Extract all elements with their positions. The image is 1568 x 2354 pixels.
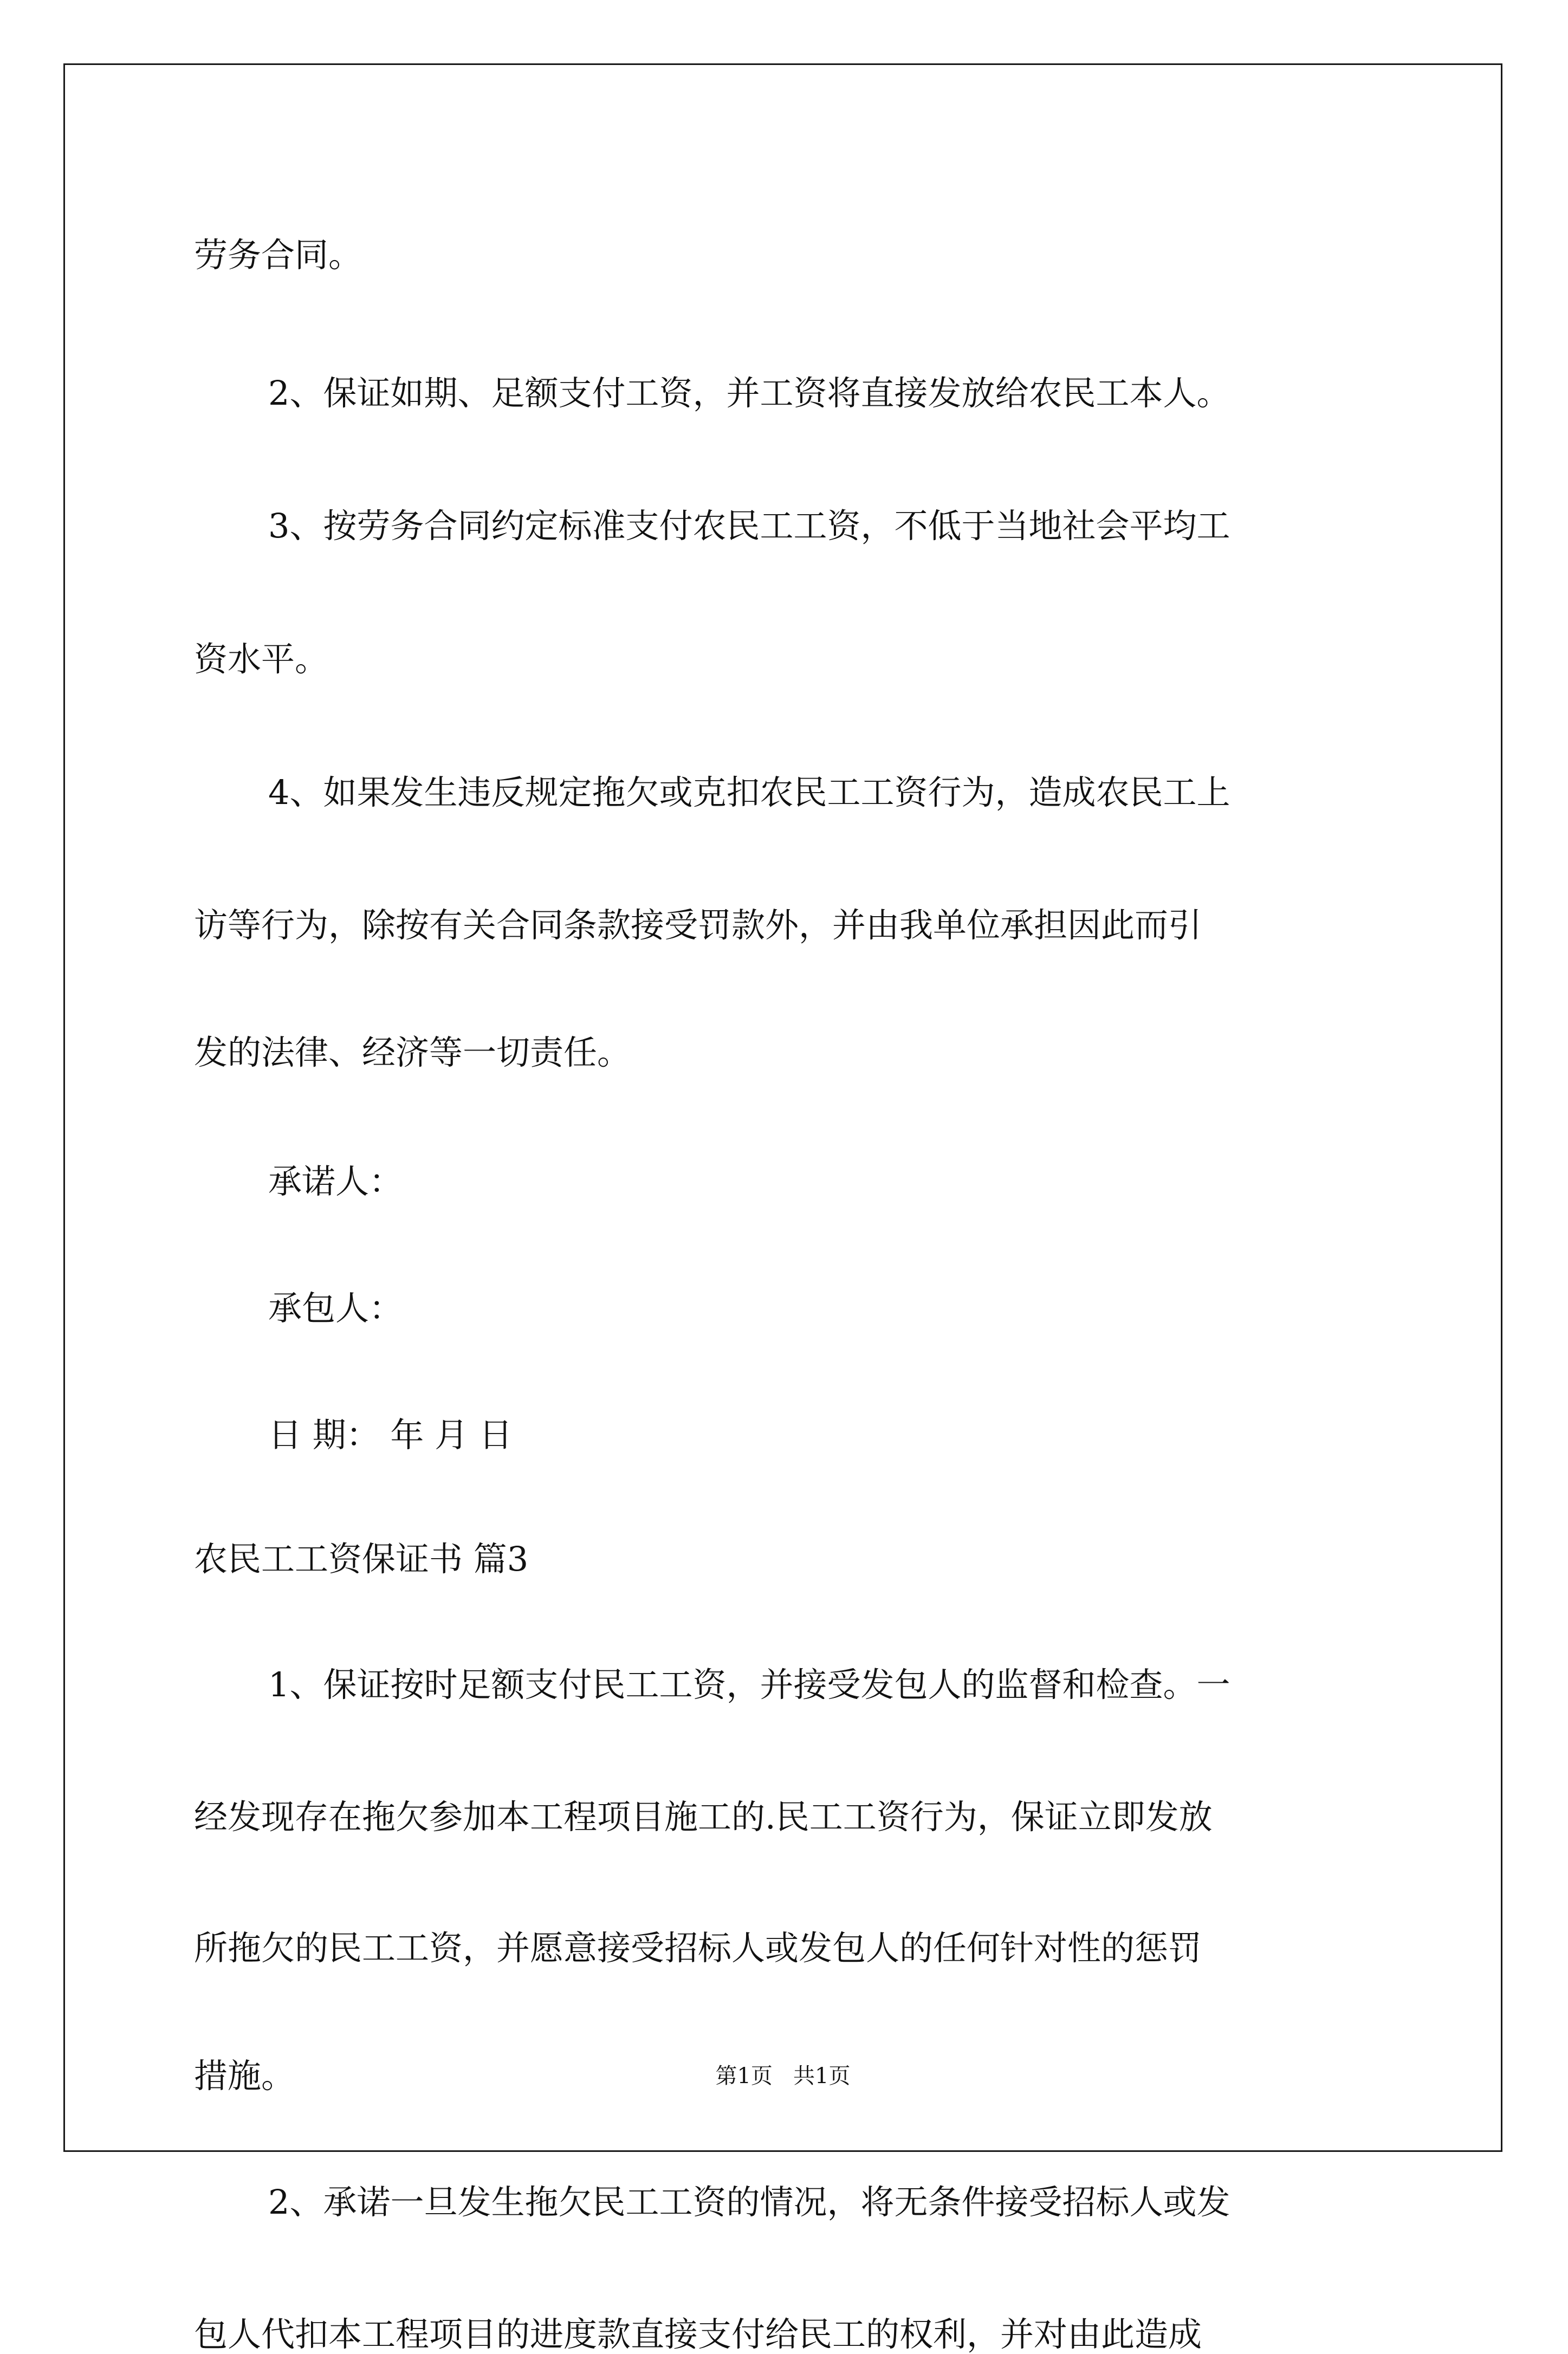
text-line: 所拖欠的民工工资，并愿意接受招标人或发包人的任何针对性的惩罚 bbox=[194, 1928, 1202, 1968]
text-line: 1、保证按时足额支付民工工资，并接受发包人的监督和检查。一 bbox=[268, 1665, 1230, 1704]
page-footer: 第1页 共1页 bbox=[715, 2064, 851, 2089]
text-line: 2、承诺一旦发生拖欠民工工资的情况，将无条件接受招标人或发 bbox=[268, 2182, 1230, 2222]
text-line: 经发现存在拖欠参加本工程项目施工的.民工工资行为，保证立即发放 bbox=[194, 1797, 1213, 1837]
text-line: 4、如果发生违反规定拖欠或克扣农民工工资行为，造成农民工上 bbox=[268, 773, 1230, 812]
text-line: 3、按劳务合同约定标准支付农民工工资，不低于当地社会平均工 bbox=[268, 506, 1230, 546]
text-line: 访等行为，除按有关合同条款接受罚款外，并由我单位承担因此而引 bbox=[194, 905, 1202, 945]
section-heading: 农民工工资保证书 篇3 bbox=[194, 1539, 529, 1579]
text-line: 发的法律、经济等一切责任。 bbox=[194, 1033, 631, 1072]
text-line: 资水平。 bbox=[194, 639, 329, 679]
text-line: 措施。 bbox=[194, 2056, 295, 2096]
page-frame bbox=[63, 63, 1502, 2354]
date-label: 日 期： 年 月 日 bbox=[268, 1415, 513, 1455]
signer-label: 承诺人： bbox=[268, 1162, 403, 1201]
text-line: 包人代扣本工程项目的进度款直接支付给民工的权利，并对由此造成 bbox=[194, 2314, 1202, 2354]
text-line: 劳务合同。 bbox=[194, 235, 362, 275]
text-line: 2、保证如期、足额支付工资，并工资将直接发放给农民工本人。 bbox=[268, 373, 1230, 413]
contractor-label: 承包人： bbox=[268, 1288, 403, 1328]
